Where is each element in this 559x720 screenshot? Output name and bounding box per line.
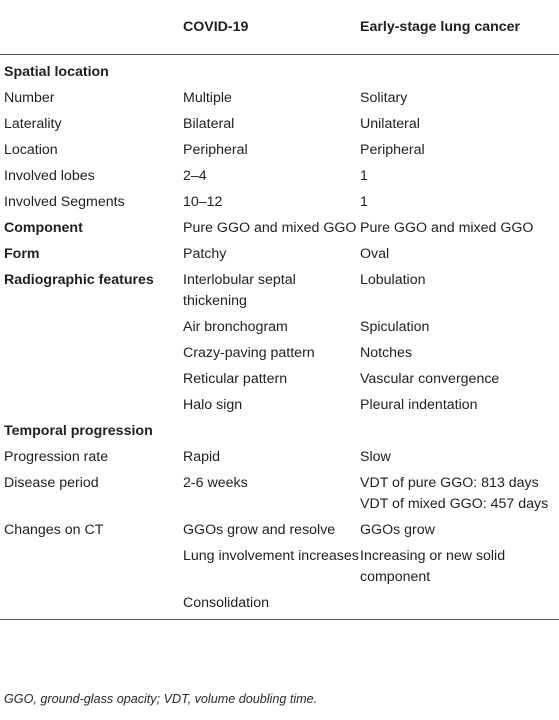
lung-cancer-cell: Solitary (360, 89, 408, 106)
table-header-row (0, 0, 559, 54)
covid-cell: 10–12 (183, 193, 223, 210)
lung-cancer-cell: VDT of pure GGO: 813 days VDT of mixed GGO: 457 days (360, 474, 549, 512)
lung-cancer-cell: Peripheral (360, 141, 425, 158)
covid-cell: Rapid (183, 448, 221, 465)
lung-cancer-cell: Pleural indentation (360, 396, 478, 413)
table-row (0, 86, 559, 112)
lung-cancer-cell: Notches (360, 344, 413, 361)
lung-cancer-cell: Lobulation (360, 271, 426, 288)
lung-cancer-cell (360, 54, 559, 86)
table-row (0, 393, 559, 419)
row-label-cell: Disease period (4, 474, 99, 491)
lung-cancer-cell: Spiculation (360, 318, 430, 335)
row-label-cell: Changes on CT (4, 521, 104, 538)
covid-cell: Multiple (183, 89, 232, 106)
table-row (0, 112, 559, 138)
lung-cancer-cell: 1 (360, 167, 368, 184)
covid-cell: Halo sign (183, 396, 243, 413)
lung-cancer-cell (360, 419, 559, 445)
covid-cell: Crazy-paving pattern (183, 344, 315, 361)
row-label-cell: Progression rate (4, 448, 109, 465)
table-row (0, 445, 559, 471)
lung-cancer-cell: Vascular convergence (360, 370, 500, 387)
table-row (0, 544, 559, 591)
covid-cell: Reticular pattern (183, 370, 288, 387)
covid-cell: 2-6 weeks (183, 474, 248, 491)
row-label-cell: Temporal progression (4, 422, 153, 439)
lung-cancer-cell: Unilateral (360, 115, 420, 132)
row-label-cell: Radiographic features (4, 271, 154, 288)
table-row (0, 138, 559, 164)
row-label-cell (0, 544, 183, 591)
covid-cell: 2–4 (183, 167, 207, 184)
row-label-cell: Component (4, 219, 83, 236)
table-row (0, 367, 559, 393)
row-label-cell (0, 341, 183, 367)
covid-cell: Peripheral (183, 141, 248, 158)
lung-cancer-cell: GGOs grow (360, 521, 435, 538)
table-row (0, 164, 559, 190)
covid-cell: Air bronchogram (183, 318, 288, 335)
table-row (0, 518, 559, 544)
table-section-row (0, 216, 559, 242)
table-row (0, 471, 559, 518)
covid-cell (183, 419, 360, 445)
header-col-covid: COVID-19 (183, 0, 360, 54)
table-section-row (0, 268, 559, 315)
lung-cancer-cell (360, 591, 559, 620)
lung-cancer-cell: Slow (360, 448, 391, 465)
table-section-row (0, 242, 559, 268)
table-footnote: GGO, ground-glass opacity; VDT, volume doubling time. (4, 692, 318, 706)
row-label-cell (0, 367, 183, 393)
covid-cell: Lung involvement increases (183, 547, 359, 564)
lung-cancer-cell: Pure GGO and mixed GGO (360, 219, 534, 236)
row-label-cell (0, 315, 183, 341)
lung-cancer-cell: 1 (360, 193, 368, 210)
covid-cell: GGOs grow and resolve (183, 521, 336, 538)
row-label-cell: Number (4, 89, 55, 106)
header-col-lung-cancer: Early-stage lung cancer (360, 0, 559, 54)
row-label-cell: Involved Segments (4, 193, 125, 210)
row-label-cell: Spatial location (4, 63, 109, 80)
row-label-cell (0, 393, 183, 419)
covid-cell (183, 54, 360, 86)
row-label-cell: Location (4, 141, 58, 158)
table-row (0, 315, 559, 341)
table-row (0, 341, 559, 367)
table-row (0, 190, 559, 216)
header-col-1 (0, 0, 183, 54)
lung-cancer-cell: Oval (360, 245, 390, 262)
covid-cell: Pure GGO and mixed GGO (183, 219, 357, 236)
covid-cell: Bilateral (183, 115, 235, 132)
covid-cell: Consolidation (183, 591, 360, 620)
table-section-row (0, 54, 559, 86)
table-section-row (0, 419, 559, 445)
row-label-cell (0, 591, 183, 620)
row-label-cell: Involved lobes (4, 167, 95, 184)
row-label-cell: Laterality (4, 115, 62, 132)
covid-cell: Interlobular septal thickening (183, 271, 296, 309)
table-body (0, 54, 559, 619)
lung-cancer-cell: Increasing or new solid component (360, 547, 506, 585)
table-row (0, 591, 559, 620)
row-label-cell: Form (4, 245, 40, 262)
covid-cell: Patchy (183, 245, 227, 262)
